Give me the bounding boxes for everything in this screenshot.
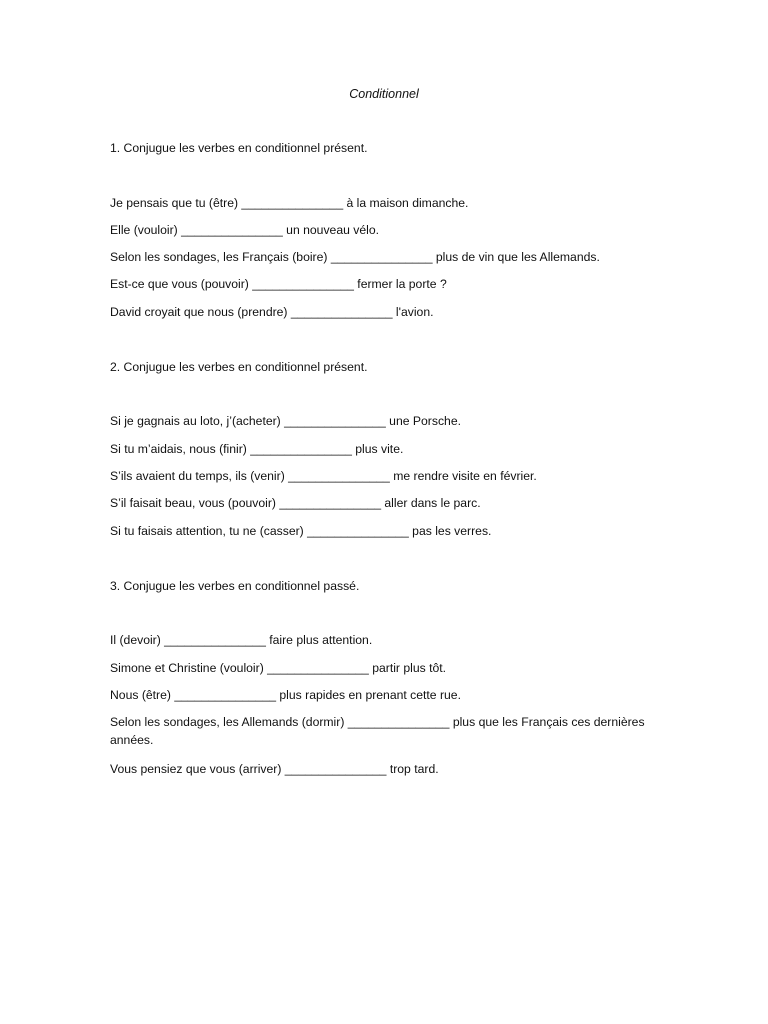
exercise-3-1: Il (devoir) _______________ faire plus attention. bbox=[110, 633, 373, 647]
exercise-3-3: Nous (être) _______________ plus rapides en prenant cette rue. bbox=[110, 688, 461, 702]
section-2-heading: 2. Conjugue les verbes en conditionnel présent. bbox=[110, 360, 368, 374]
section-3-heading: 3. Conjugue les verbes en conditionnel passé. bbox=[110, 579, 360, 593]
worksheet-title: Conditionnel bbox=[349, 87, 419, 101]
exercise-2-5: Si tu faisais attention, tu ne (casser) _______________ pas les verres. bbox=[110, 524, 492, 538]
exercise-3-5: Vous pensiez que vous (arriver) _______________ trop tard. bbox=[110, 762, 439, 776]
exercise-1-1: Je pensais que tu (être) _______________ à la maison dimanche. bbox=[110, 196, 469, 210]
exercise-2-2: Si tu m’aidais, nous (finir) _______________ plus vite. bbox=[110, 442, 404, 456]
exercise-2-1: Si je gagnais au loto, j’(acheter) _______________ une Porsche. bbox=[110, 414, 461, 428]
exercise-3-2: Simone et Christine (vouloir) _______________ partir plus tôt. bbox=[110, 661, 447, 675]
section-1-heading: 1. Conjugue les verbes en conditionnel présent. bbox=[110, 141, 368, 155]
exercise-2-4: S’il faisait beau, vous (pouvoir) _______________ aller dans le parc. bbox=[110, 496, 481, 510]
exercise-1-5: David croyait que nous (prendre) _______________ l'avion. bbox=[110, 305, 434, 319]
exercise-1-2: Elle (vouloir) _______________ un nouveau vélo. bbox=[110, 223, 380, 237]
exercise-1-3: Selon les sondages, les Français (boire) _______________ plus de vin que les Allemands. bbox=[110, 250, 600, 264]
exercise-3-4: Selon les sondages, les Allemands (dormir) _______________ plus que les Français ces dernières années. bbox=[110, 715, 645, 747]
exercise-2-3: S’ils avaient du temps, ils (venir) _______________ me rendre visite en février. bbox=[110, 469, 537, 483]
exercise-1-4: Est-ce que vous (pouvoir) _______________ fermer la porte ? bbox=[110, 277, 447, 291]
